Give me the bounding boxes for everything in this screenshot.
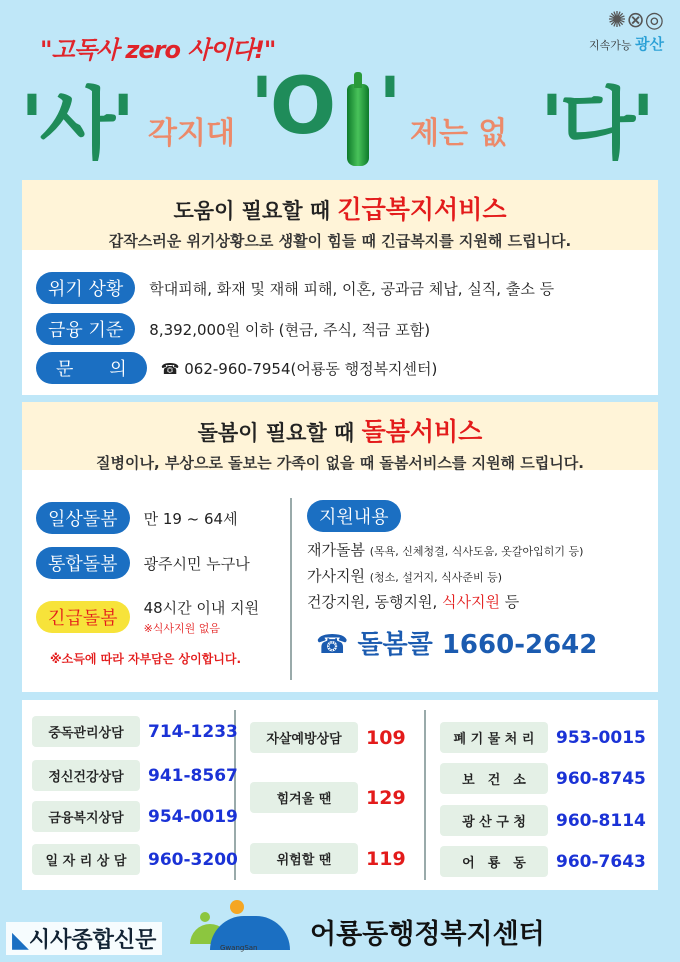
support-text: 건강지원, 동행지원,	[307, 593, 438, 611]
info-label: 위기 상황	[36, 272, 135, 304]
section-highlight: 돌봄서비스	[361, 417, 483, 446]
contact-label: 중독관리상담	[32, 716, 140, 747]
support-detail: (청소, 설거지, 식사준비 등)	[369, 571, 503, 584]
info-value: 학대피해, 화재 및 재해 피해, 이혼, 공과금 체납, 실직, 출소 등	[149, 279, 555, 298]
contact-number: 119	[366, 847, 406, 870]
contact-number: 109	[366, 726, 406, 749]
contact-label: 광 산 구 청	[440, 805, 548, 836]
headline-sa: '사'	[20, 80, 132, 170]
info-row	[36, 313, 430, 345]
contact-row	[32, 801, 238, 832]
care-type	[36, 597, 259, 636]
info-value: 8,392,000원 이하 (현금, 주식, 적금 포함)	[149, 320, 431, 339]
contact-label: 폐 기 물 처 리	[440, 722, 548, 753]
logo-small-text: 지속가능	[589, 39, 632, 52]
support-list	[307, 538, 583, 614]
contact-label: 자살예방상담	[250, 722, 358, 753]
contact-number: 954-0019	[148, 806, 238, 827]
care-type	[36, 502, 238, 534]
contact-label: 힘겨울 땐	[250, 782, 358, 813]
care-type-label: 긴급돌봄	[36, 601, 130, 633]
contact-label: 금융복지상담	[32, 801, 140, 832]
headline-quote: '	[378, 62, 398, 152]
contact-row	[250, 843, 406, 874]
cider-bottle-icon	[347, 84, 369, 166]
contact-label: 정신건강상담	[32, 760, 140, 791]
contact-number: 960-3200	[148, 849, 238, 870]
section-header	[22, 402, 658, 470]
income-note: ※소득에 따라 자부담은 상이합니다.	[50, 652, 242, 666]
support-title: 지원내용	[307, 500, 401, 532]
section-title: 돌봄이 필요할 때	[197, 421, 355, 445]
contact-label: 어 룡 동	[440, 846, 548, 877]
care-type	[36, 547, 250, 579]
section-highlight: 긴급복지서비스	[337, 195, 507, 224]
care-call-number[interactable]: ☎ 돌봄콜 1660-2642	[316, 630, 598, 660]
headline-part: 각지대	[148, 116, 235, 151]
info-label: 금융 기준	[36, 313, 135, 345]
info-label: 문 의	[36, 352, 147, 384]
support-text: 등	[504, 593, 520, 611]
info-row	[36, 352, 437, 384]
slogan: "고독사 zero 사이다!"	[40, 36, 276, 64]
section-subtitle: 질병이나, 부상으로 돌보는 가족이 없을 때 돌봄서비스를 지원해 드립니다.	[96, 454, 584, 472]
contact-row	[250, 782, 406, 813]
contact-number: 714-1233	[148, 721, 238, 742]
contact-number: 960-8114	[556, 810, 646, 831]
contact-number: 941-8567	[148, 765, 238, 786]
contact-row	[32, 760, 238, 791]
logo-emblem-icon: ✺⊗◎	[607, 8, 664, 33]
section-subtitle: 갑작스러운 위기상황으로 생활이 힘들 때 긴급복지를 지원해 드립니다.	[108, 232, 572, 250]
watermark-logo-icon: ◣	[12, 928, 29, 953]
support-main: 가사지원	[307, 567, 365, 585]
care-type-label: 일상돌봄	[36, 502, 130, 534]
emergency-welfare-section	[22, 180, 658, 395]
headline-da: '다'	[540, 80, 652, 170]
divider	[424, 710, 426, 880]
support-item	[307, 564, 583, 590]
contact-row	[440, 763, 646, 794]
support-detail: (목욕, 신체청결, 식사도움, 옷갈아입히기 등)	[369, 545, 584, 558]
section-title: 도움이 필요할 때	[173, 199, 331, 223]
watermark	[6, 922, 162, 955]
contact-row	[32, 844, 238, 875]
gwangsan-logo	[589, 8, 664, 54]
contact-row	[440, 846, 646, 877]
contact-row	[440, 805, 646, 836]
contact-row	[250, 722, 406, 753]
emblem-text: GwangSan	[220, 944, 258, 952]
support-main: 재가돌봄	[307, 541, 365, 559]
divider	[290, 498, 292, 680]
care-service-section	[22, 402, 658, 692]
support-item	[307, 590, 583, 614]
headline-part: 제는 없	[410, 116, 508, 151]
contact-label: 보 건 소	[440, 763, 548, 794]
contact-label: 일 자 리 상 담	[32, 844, 140, 875]
care-type-value: 48시간 이내 지원	[143, 599, 260, 617]
contact-label: 위험할 땐	[250, 843, 358, 874]
watermark-text: 시사종합신문	[28, 928, 157, 953]
contact-row	[32, 716, 238, 747]
center-name: 어룡동행정복지센터	[310, 919, 545, 950]
support-item	[307, 538, 583, 564]
care-type-label: 통합돌봄	[36, 547, 130, 579]
logo-big-text: 광산	[635, 35, 664, 53]
info-row	[36, 272, 554, 304]
care-type-note: ※식사지원 없음	[143, 622, 221, 635]
contact-number: 960-8745	[556, 768, 646, 789]
care-type-value: 만 19 ~ 64세	[143, 509, 238, 528]
gwangsan-emblem-icon	[190, 900, 290, 955]
headline-o: 'O	[250, 62, 333, 152]
contact-number: 953-0015	[556, 727, 646, 748]
contact-number: 129	[366, 786, 406, 809]
contact-row	[440, 722, 646, 753]
contact-number: 960-7643	[556, 851, 646, 872]
care-type-value: 광주시민 누구나	[143, 554, 250, 573]
info-value: ☎ 062-960-7954(어룡동 행정복지센터)	[160, 359, 438, 378]
section-header	[22, 180, 658, 250]
contacts-section	[22, 700, 658, 890]
support-highlight: 식사지원	[442, 593, 500, 611]
